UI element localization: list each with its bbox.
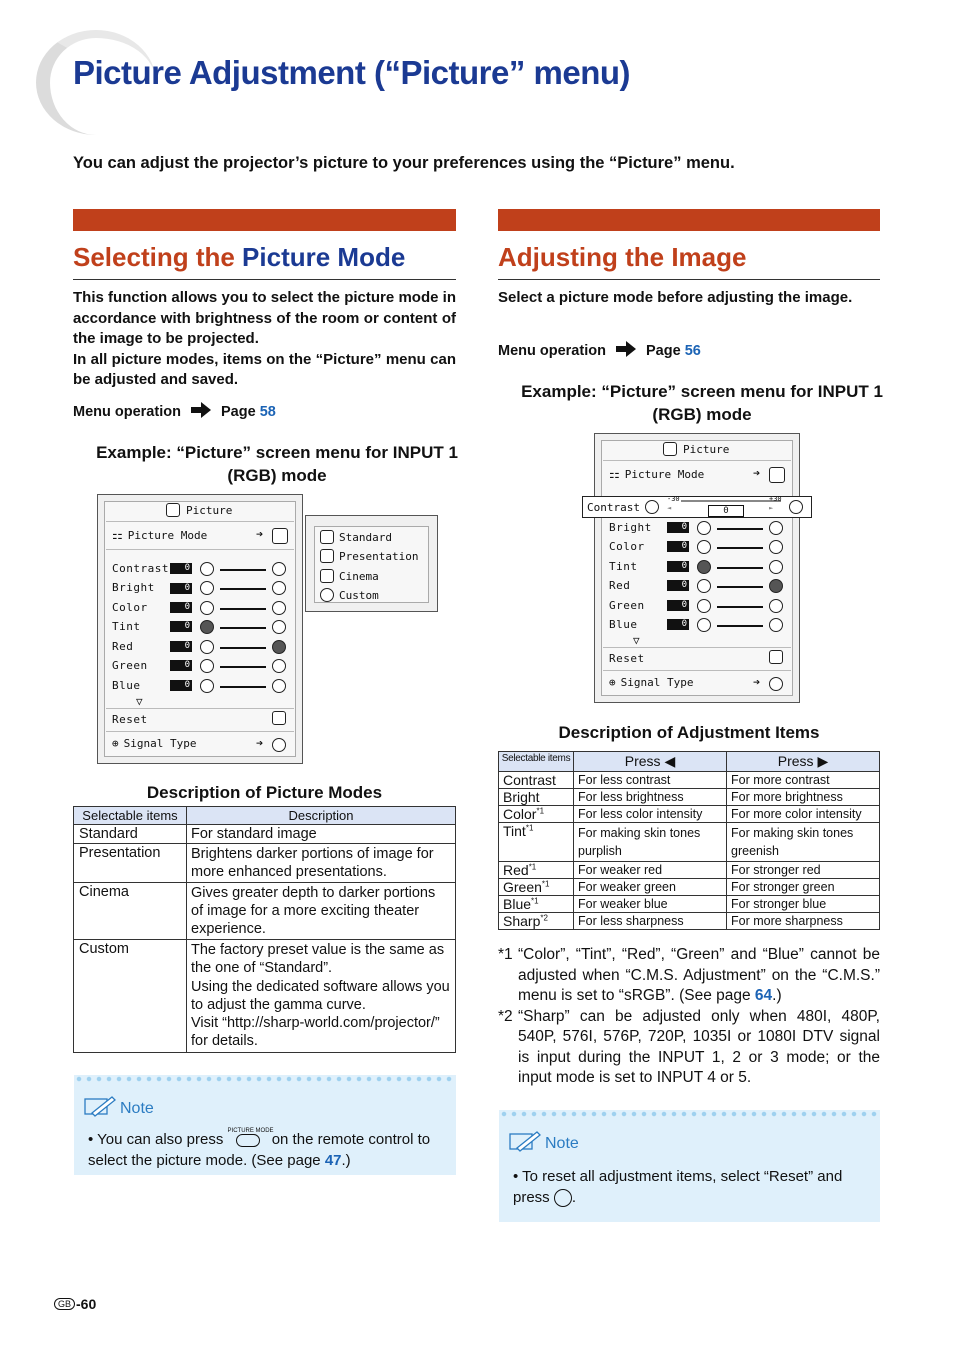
green-high-icon — [272, 659, 286, 673]
osd-picture-mode-row[interactable] — [112, 528, 207, 542]
table-cell: For weaker blue — [574, 896, 727, 913]
signal-type-icon — [769, 677, 783, 691]
osd-value: 0 — [667, 619, 689, 630]
section-bar-left — [73, 209, 456, 231]
enter-button-icon — [554, 1189, 572, 1207]
osd-reset[interactable]: Reset — [112, 713, 148, 726]
table-cell: For more color intensity — [727, 806, 880, 823]
heading-part1: Selecting the — [73, 242, 243, 272]
contrast-low-icon — [645, 500, 659, 514]
osd-slider[interactable] — [220, 627, 266, 629]
table-cell: Cinema — [74, 883, 187, 940]
mode-option-label: Standard — [339, 530, 392, 544]
osd-slider[interactable] — [717, 606, 763, 608]
item-footnote: *2 — [540, 913, 548, 923]
mode-option-custom[interactable] — [320, 588, 379, 602]
osd-signal-type-row[interactable] — [112, 737, 196, 750]
contrast-high-icon — [789, 500, 803, 514]
green-low-icon — [200, 659, 214, 673]
note-text-part: .) — [341, 1152, 351, 1169]
item-name: Red — [503, 862, 529, 878]
green-low-icon — [697, 599, 711, 613]
table-cell: For weaker green — [574, 879, 727, 896]
table-cell: For less color intensity — [574, 806, 727, 823]
table-cell: For weaker red — [574, 862, 727, 879]
table-cell — [499, 789, 574, 806]
osd-reset[interactable]: Reset — [609, 652, 645, 665]
note-text-part: . — [571, 1189, 577, 1206]
osd-item-bright[interactable]: Bright — [112, 581, 155, 594]
red-high-icon — [769, 579, 783, 593]
osd-item-green[interactable]: Green — [112, 659, 148, 672]
scroll-down-icon[interactable]: ▽ — [136, 695, 143, 708]
note-text-part: on the remote control to select the picture mode. (See page — [88, 1131, 431, 1169]
footnote-text — [518, 945, 880, 1007]
osd-value: 0 — [170, 602, 192, 613]
picture-modes-table — [73, 806, 456, 1053]
bright-low-icon — [697, 521, 711, 535]
reset-icon — [769, 650, 783, 664]
osd-picture-menu-right — [594, 433, 800, 703]
signal-icon: ⊕ — [609, 676, 616, 689]
table-cell — [499, 913, 574, 930]
mode-icon — [272, 528, 288, 544]
table-header: Press ◀ — [574, 752, 727, 772]
monitor-icon — [166, 503, 180, 517]
osd-item-tint[interactable]: Tint — [112, 620, 141, 633]
mode-option-label: Custom — [339, 588, 379, 602]
osd-item-red[interactable]: Red — [112, 640, 134, 653]
enter-arrow-icon: ➔ — [256, 527, 264, 541]
section-heading-picture-mode — [73, 242, 456, 280]
table-cell: For more contrast — [727, 772, 880, 789]
table-row — [74, 844, 456, 883]
osd-value: 0 — [170, 563, 192, 574]
menu-op-page-link[interactable]: 58 — [259, 403, 276, 420]
footnote-body: “Color”, “Tint”, “Red”, “Green” and “Blue” cannot be adjusted when “C.M.S. Adjustment” on the “C.M.S.” menu is set to “sRGB”. (See page — [518, 946, 880, 1004]
intro-text: You can adjust the projector’s picture to your preferences using the “Picture” menu. — [73, 154, 735, 172]
table-cell — [499, 823, 574, 862]
red-low-icon — [697, 579, 711, 593]
page-number — [54, 1296, 96, 1312]
osd-item-tint[interactable]: Tint — [609, 560, 638, 573]
left-para2: In all picture modes, items on the “Picture” menu can be adjusted and saved. — [73, 350, 456, 388]
menu-op-page-link[interactable]: 56 — [684, 342, 701, 359]
mode-icon — [769, 467, 785, 483]
adjustment-items-table-caption: Description of Adjustment Items — [558, 723, 820, 742]
picture-mode-icon: ⚏ — [112, 528, 123, 542]
color-high-icon — [769, 540, 783, 554]
item-footnote: *1 — [541, 879, 550, 889]
footnote-page-link[interactable]: 64 — [754, 987, 773, 1004]
note-heading: Note — [120, 1099, 154, 1117]
table-row — [499, 879, 880, 896]
picture-mode-button-icon — [227, 1128, 274, 1149]
osd-value: 0 — [170, 660, 192, 671]
osd-slider[interactable] — [220, 647, 266, 649]
osd-title-row — [663, 442, 729, 456]
contrast-max: +30 — [769, 495, 782, 503]
cinema-icon — [320, 569, 334, 583]
blue-low-icon — [200, 679, 214, 693]
color-low-icon — [200, 601, 214, 615]
reset-icon — [272, 711, 286, 725]
note-text-part: You can also press — [97, 1131, 224, 1148]
osd-item-color[interactable]: Color — [112, 601, 148, 614]
table-cell: For stronger blue — [727, 896, 880, 913]
page-title: Picture Adjustment (“Picture” menu) — [73, 54, 631, 91]
osd-signal-type-label: Signal Type — [620, 676, 694, 689]
item-footnote: *1 — [528, 862, 537, 872]
note-heading: Note — [545, 1134, 579, 1152]
table-cell — [499, 862, 574, 879]
osd-picture-mode-label: Picture Mode — [127, 528, 208, 542]
table-header: Selectable items — [499, 752, 574, 772]
table-row — [499, 913, 880, 930]
osd-title: Picture — [186, 503, 233, 517]
blue-high-icon — [272, 679, 286, 693]
table-cell: For more brightness — [727, 789, 880, 806]
osd-signal-type-row[interactable] — [609, 676, 693, 689]
osd-value: 0 — [667, 600, 689, 611]
note-page-link[interactable]: 47 — [324, 1152, 342, 1169]
table-cell — [499, 879, 574, 896]
osd-item-bright[interactable]: Bright — [609, 521, 652, 534]
item-name: Tint — [503, 823, 526, 839]
table-cell — [499, 806, 574, 823]
right-paragraph: Select a picture mode before adjusting the image. — [498, 289, 853, 306]
mode-option-label: Presentation — [339, 549, 419, 563]
contrast-slider-track — [681, 500, 781, 502]
osd-slider[interactable] — [220, 569, 266, 571]
table-cell: For more sharpness — [727, 913, 880, 930]
table-row — [499, 772, 880, 789]
red-high-icon — [272, 640, 286, 654]
table-cell: Gives greater depth to darker portions of image for a more exciting theater experience. — [187, 883, 456, 940]
footnote-mark: *2 — [498, 1007, 513, 1025]
osd-slider[interactable] — [220, 608, 266, 610]
menu-operation-left — [73, 402, 276, 422]
osd-title: Picture — [683, 442, 730, 456]
menu-op-label: Menu operation — [498, 342, 606, 359]
tint-high-icon — [769, 560, 783, 574]
note-box-right — [499, 1110, 880, 1222]
table-header: Press ▶ — [727, 752, 880, 772]
red-low-icon — [200, 640, 214, 654]
table-cell: Custom — [74, 940, 187, 1053]
osd-slider[interactable] — [717, 625, 763, 627]
color-low-icon — [697, 540, 711, 554]
item-footnote: *1 — [525, 823, 534, 833]
osd-value: 0 — [170, 641, 192, 652]
section-heading-adjusting-image: Adjusting the Image — [498, 242, 880, 280]
footnote-row-2 — [498, 1007, 880, 1089]
osd-separator — [603, 647, 791, 648]
bright-high-icon — [769, 521, 783, 535]
osd-value: 0 — [667, 541, 689, 552]
menu-operation-right — [498, 341, 701, 361]
osd-item-red[interactable]: Red — [609, 579, 631, 592]
note-text-part: To reset all adjustment items, select “Reset” and press — [513, 1168, 843, 1206]
osd-value: 0 — [170, 583, 192, 594]
blue-low-icon — [697, 618, 711, 632]
osd-slider[interactable] — [220, 666, 266, 668]
picture-mode-icon: ⚏ — [609, 467, 620, 481]
table-cell: The factory preset value is the same as the one of “Standard”. Using the dedicated software allows you to adjust the gamma curve. Visit “http://sharp-world.com/projector/” for details. — [187, 940, 456, 1053]
osd-title-row — [166, 503, 232, 517]
table-row — [499, 789, 880, 806]
table-row — [499, 806, 880, 823]
blue-high-icon — [769, 618, 783, 632]
mode-option-presentation[interactable] — [320, 549, 418, 563]
osd-picture-mode-popup — [305, 515, 438, 612]
osd-item-color[interactable]: Color — [609, 540, 645, 553]
note-text-right: • To reset all adjustment items, select “Reset” and press . — [513, 1168, 843, 1206]
custom-icon — [320, 588, 334, 602]
adjustment-items-table — [498, 751, 880, 930]
table-header-row — [499, 752, 880, 772]
contrast-min: -30 — [667, 495, 680, 503]
item-name: Contrast — [503, 772, 556, 788]
contrast-label: Contrast — [587, 501, 640, 514]
footnote-row — [498, 945, 880, 1007]
table-cell: For making skin tones purplish — [574, 823, 727, 862]
item-name: Bright — [503, 789, 540, 805]
table-header: Description — [187, 807, 456, 825]
tint-low-icon — [697, 560, 711, 574]
scroll-down-icon[interactable]: ▽ — [633, 634, 640, 647]
right-example-caption: Example: “Picture” screen menu for INPUT 1 (RGB) mode — [521, 382, 883, 424]
left-paragraph — [73, 288, 456, 391]
monitor-icon — [663, 442, 677, 456]
osd-value: 0 — [170, 621, 192, 632]
signal-icon: ⊕ — [112, 737, 119, 750]
contrast-value: 0 — [708, 505, 744, 517]
table-row — [74, 940, 456, 1053]
heading-part2: Picture Mode — [242, 242, 406, 272]
left-para1: This function allows you to select the picture mode in accordance with brightness of the room or content of the image to be projected. — [73, 289, 456, 347]
item-name: Sharp — [503, 913, 541, 929]
osd-value: 0 — [667, 580, 689, 591]
pencil-icon — [507, 1130, 541, 1157]
button-label: PICTURE MODE — [227, 1128, 274, 1135]
left-example-caption: Example: “Picture” screen menu for INPUT 1 (RGB) mode — [96, 443, 458, 485]
enter-arrow-icon: ➔ — [256, 736, 264, 750]
table-cell: Standard — [74, 825, 187, 844]
picture-modes-table-caption: Description of Picture Modes — [146, 783, 383, 802]
osd-slider[interactable] — [717, 547, 763, 549]
table-cell: Brightens darker portions of image for more enhanced presentations. — [187, 844, 456, 883]
osd-separator — [106, 708, 294, 709]
table-cell: For less sharpness — [574, 913, 727, 930]
table-row — [74, 825, 456, 844]
note-dots — [74, 1075, 456, 1083]
green-high-icon — [769, 599, 783, 613]
osd-picture-mode-label: Picture Mode — [624, 467, 705, 481]
item-name: Blue — [503, 896, 532, 912]
table-cell: Presentation — [74, 844, 187, 883]
item-footnote: *1 — [536, 806, 545, 816]
table-row — [499, 823, 880, 862]
arrow-right-icon — [191, 402, 211, 422]
osd-separator — [603, 670, 791, 671]
page-number-text: -60 — [76, 1296, 97, 1312]
note-dots — [499, 1110, 880, 1118]
osd-value: 0 — [667, 522, 689, 533]
osd-picture-menu-left — [97, 494, 303, 764]
contrast-high-icon — [272, 562, 286, 576]
mode-option-label: Cinema — [339, 569, 379, 583]
osd-value: 0 — [170, 680, 192, 691]
note-header — [82, 1095, 154, 1122]
table-header-row — [74, 807, 456, 825]
osd-separator — [106, 521, 294, 522]
standard-icon — [320, 530, 334, 544]
item-name: Color — [503, 806, 537, 822]
tint-low-icon — [200, 620, 214, 634]
note-box-left — [74, 1075, 456, 1175]
item-footnote: *1 — [531, 896, 539, 906]
footnote-mark: *1 — [498, 946, 513, 963]
osd-slider[interactable] — [717, 567, 763, 569]
footnote-body: “Sharp” can be adjusted only when 480I, 480P, 540P, 576I, 576P, 720P, 1035I or 1080I DTV signal is input during the INPUT 1, 2 or 3 mode; or the input mode is set to INPUT 4 or 5. — [518, 1007, 880, 1086]
osd-slider[interactable] — [220, 588, 266, 590]
osd-slider[interactable] — [717, 586, 763, 588]
tint-high-icon — [272, 620, 286, 634]
note-text-left: • You can also press PICTURE MODE on the remote control to select the picture mode. (See page 47.) — [88, 1129, 448, 1171]
table-row — [74, 883, 456, 940]
osd-slider[interactable] — [220, 686, 266, 688]
bright-high-icon — [272, 581, 286, 595]
osd-slider[interactable] — [717, 528, 763, 530]
table-header: Selectable items — [74, 807, 187, 825]
osd-separator — [106, 731, 294, 732]
osd-separator — [106, 549, 294, 550]
enter-arrow-icon: ➔ — [753, 466, 761, 480]
button-shape — [236, 1134, 260, 1147]
table-row — [499, 896, 880, 913]
table-row — [499, 862, 880, 879]
mode-option-standard[interactable] — [320, 530, 392, 544]
presentation-icon — [320, 549, 334, 563]
menu-op-page-label: Page — [646, 342, 681, 359]
menu-op-label: Menu operation — [73, 403, 181, 420]
osd-separator — [603, 460, 791, 461]
right-arrow-icon: ► — [769, 504, 774, 512]
footnote-end: .) — [772, 987, 782, 1004]
osd-contrast-adjust-bar[interactable] — [582, 496, 812, 518]
bright-low-icon — [200, 581, 214, 595]
table-cell — [499, 772, 574, 789]
table-cell — [499, 896, 574, 913]
table-cell: For stronger green — [727, 879, 880, 896]
table-cell: For less brightness — [574, 789, 727, 806]
table-cell: For making skin tones greenish — [727, 823, 880, 862]
mode-option-cinema[interactable] — [320, 569, 379, 583]
table-cell: For standard image — [187, 825, 456, 844]
pencil-icon — [82, 1095, 116, 1122]
region-badge: GB — [54, 1298, 75, 1310]
table-cell: For stronger red — [727, 862, 880, 879]
color-high-icon — [272, 601, 286, 615]
osd-item-blue[interactable]: Blue — [112, 679, 141, 692]
item-name: Green — [503, 879, 542, 895]
osd-item-green[interactable]: Green — [609, 599, 645, 612]
menu-op-page-label: Page — [221, 403, 256, 420]
note-header — [507, 1130, 579, 1157]
arrow-right-icon — [616, 341, 636, 361]
osd-value: 0 — [667, 561, 689, 572]
osd-signal-type-label: Signal Type — [123, 737, 197, 750]
enter-arrow-icon: ➔ — [753, 675, 761, 689]
left-arrow-icon: ◄ — [667, 504, 672, 512]
table-cell: For less contrast — [574, 772, 727, 789]
footnote-1 — [498, 945, 880, 1089]
contrast-low-icon — [200, 562, 214, 576]
osd-picture-mode-row[interactable] — [609, 467, 704, 481]
section-bar-right — [498, 209, 880, 231]
osd-item-contrast[interactable]: Contrast — [112, 562, 169, 575]
osd-item-blue[interactable]: Blue — [609, 618, 638, 631]
signal-type-icon — [272, 738, 286, 752]
